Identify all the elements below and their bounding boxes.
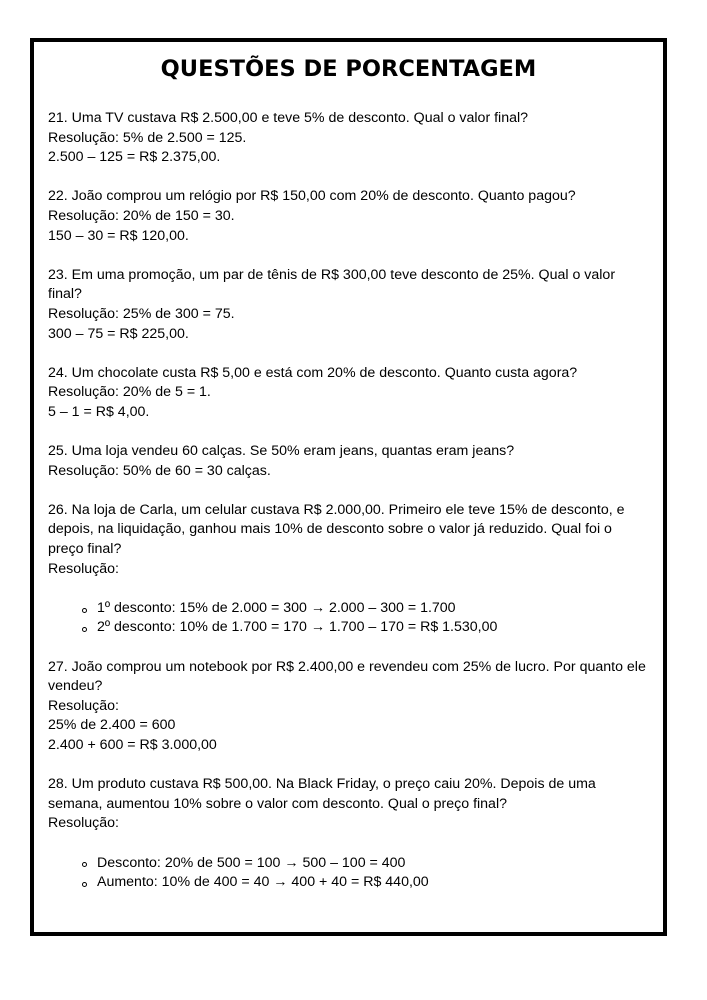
resolution-line: Resolução: 5% de 2.500 = 125.: [48, 129, 247, 146]
list-item: [82, 618, 648, 638]
result-line: 2.500 – 125 = R$ 2.375,00.: [48, 149, 221, 166]
hollow-bullet-icon: [82, 608, 87, 613]
resolution-line: Resolução:: [48, 697, 119, 714]
question-text: 28. Um produto custava R$ 500,00. Na Black Friday, o preço caiu 20%. Depois de uma semana, aumentou 10% sobre o valor com desconto. Qual o preço final?: [48, 776, 596, 812]
step-text: Aumento: 10% de 400 = 40 → 400 + 40 = R$ 440,00: [97, 874, 429, 891]
hollow-bullet-icon: [82, 862, 87, 867]
resolution-line: Resolução: 25% de 300 = 75.: [48, 305, 235, 322]
question-text: 23. Em uma promoção, um par de tênis de R$ 300,00 teve desconto de 25%. Qual o valor final?: [48, 266, 616, 303]
question-text: 21. Uma TV custava R$ 2.500,00 e teve 5% de desconto. Qual o valor final?: [48, 110, 529, 126]
result-line: 300 – 75 = R$ 225,00.: [48, 325, 189, 342]
resolution-steps: [48, 854, 648, 893]
question-text: 24. Um chocolate custa R$ 5,00 e está com 20% de desconto. Quanto custa agora?: [48, 364, 578, 381]
question-23: [48, 266, 648, 344]
resolution-line: Resolução: 50% de 60 = 30 calças.: [48, 462, 271, 479]
question-24: [48, 364, 648, 423]
step-text: 1º desconto: 15% de 2.000 = 300 → 2.000 – 300 = 1.700: [97, 599, 456, 616]
page-title: QUESTÕES DE PORCENTAGEM: [160, 56, 537, 82]
resolution-line: Resolução:: [48, 560, 119, 577]
list-item: [82, 599, 648, 619]
result-line: 150 – 30 = R$ 120,00.: [48, 227, 189, 244]
hollow-bullet-icon: [82, 627, 87, 632]
questions-list: [48, 109, 648, 912]
resolution-steps: [48, 599, 648, 638]
hollow-bullet-icon: [82, 882, 87, 887]
question-27: [48, 658, 648, 756]
resolution-line: Resolução: 20% de 150 = 30.: [48, 207, 235, 224]
question-25: [48, 442, 648, 481]
page-border: [30, 38, 667, 936]
question-21: [48, 109, 648, 168]
resolution-line: Resolução: 20% de 5 = 1.: [48, 384, 211, 401]
resolution-line: Resolução:: [48, 815, 119, 832]
result-line: 2.400 + 600 = R$ 3.000,00: [48, 737, 217, 753]
result-line: 25% de 2.400 = 600: [48, 717, 176, 734]
list-item: [82, 873, 648, 893]
step-text: Desconto: 20% de 500 = 100 → 500 – 100 = 400: [97, 854, 406, 871]
result-line: 5 – 1 = R$ 4,00.: [48, 403, 150, 420]
question-text: 26. Na loja de Carla, um celular custava R$ 2.000,00. Primeiro ele teve 15% de desconto, e depois, na liquidação, ganhou mais 10% de desconto sobre o valor já reduzido. Qual foi o preço final?: [48, 501, 625, 558]
list-item: [82, 854, 648, 874]
question-text: 25. Uma loja vendeu 60 calças. Se 50% eram jeans, quantas eram jeans?: [48, 443, 515, 460]
question-text: 27. João comprou um notebook por R$ 2.400,00 e revendeu com 25% de lucro. Por quanto ele vendeu?: [48, 658, 646, 695]
question-26: [48, 501, 648, 638]
question-28: [48, 775, 648, 893]
question-text: 22. João comprou um relógio por R$ 150,00 com 20% de desconto. Quanto pagou?: [48, 188, 576, 205]
step-text: 2º desconto: 10% de 1.700 = 170 → 1.700 – 170 = R$ 1.530,00: [97, 619, 498, 636]
question-22: [48, 187, 648, 246]
